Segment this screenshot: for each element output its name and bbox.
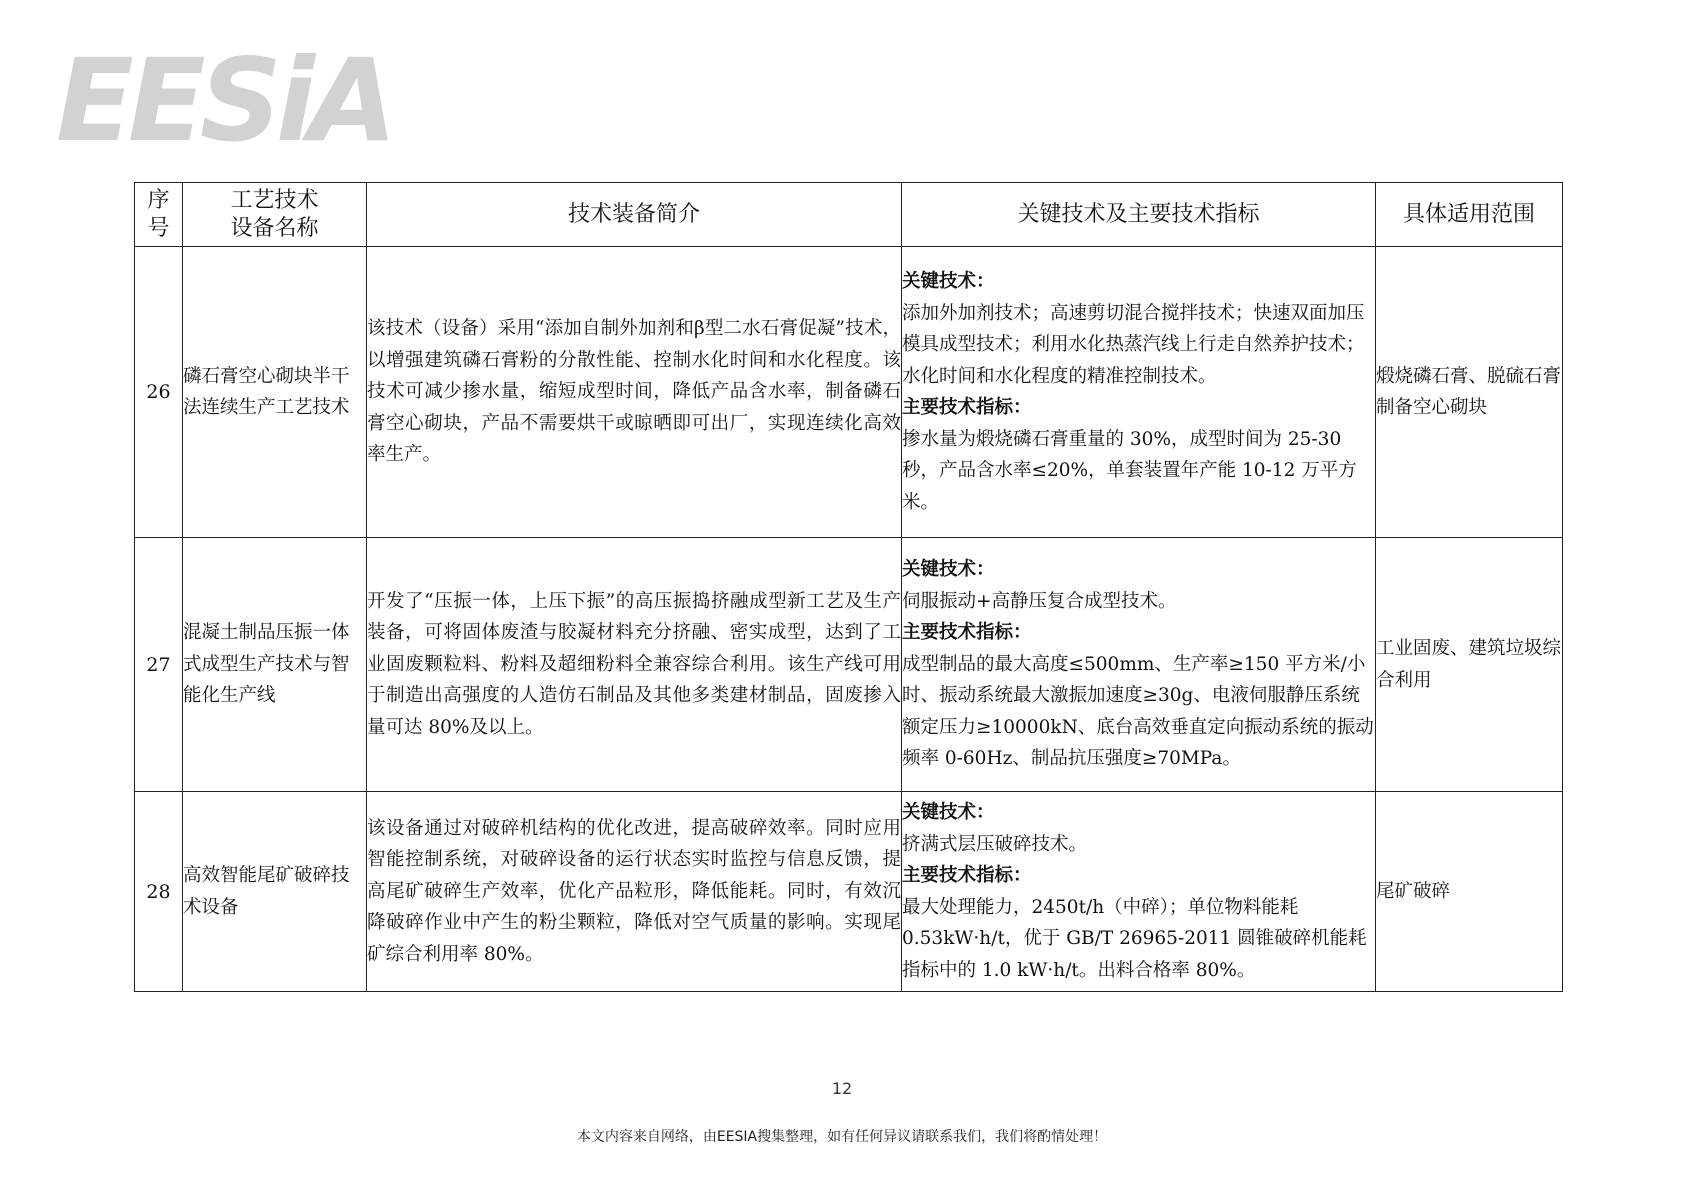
technology-table — [134, 182, 1563, 992]
table-row — [135, 792, 1563, 992]
key-tech-label: 关键技术： — [902, 802, 995, 823]
key-tech-text: 挤满式层压破碎技术。 — [902, 833, 1088, 855]
spec-label: 主要技术指标： — [902, 865, 1032, 886]
row-key-technology — [902, 792, 1376, 992]
header-process-name: 工艺技术 设备名称 — [183, 183, 367, 247]
row-scope: 尾矿破碎 — [1376, 792, 1563, 992]
header-scope: 具体适用范围 — [1376, 183, 1563, 247]
row-process-name: 高效智能尾矿破碎技术设备 — [183, 792, 367, 992]
header-description: 技术装备简介 — [367, 183, 902, 247]
spec-text: 成型制品的最大高度≤500mm、生产率≥150 平方米/小时、振动系统最大激振加速度≥30g、电液伺服静压系统额定压力≥10000kN、底台高效垂直定向振动系统的振动频率 0-60Hz、制品抗压强度≥70MPa。 — [902, 653, 1374, 770]
key-tech-label: 关键技术： — [902, 559, 995, 581]
page-number: 12 — [831, 1079, 853, 1098]
row-process-name: 混凝土制品压振一体式成型生产技术与智能化生产线 — [183, 538, 367, 792]
footer-disclaimer: 本文内容来自网络，由EESIA搜集整理，如有任何异议请联系我们，我们将酌情处理！ — [576, 1129, 1108, 1145]
row-description: 该技术（设备）采用“添加自制外加剂和β型二水石膏促凝”技术，以增强建筑磷石膏粉的分散性能、控制水化时间和水化程度。该技术可减少掺水量，缩短成型时间，降低产品含水率，制备磷石膏空心砌块，产品不需要烘干或晾晒即可出厂，实现连续化高效率生产。 — [367, 247, 902, 538]
spec-label: 主要技术指标： — [902, 397, 1032, 418]
table-row — [135, 538, 1563, 792]
header-key-technology: 关键技术及主要技术指标 — [902, 183, 1376, 247]
row-description: 开发了“压振一体，上压下振”的高压振捣挤融成型新工艺及生产装备，可将固体废渣与胶凝材料充分挤融、密实成型，达到了工业固废颗粒料、粉料及超细粉料全兼容综合利用。该生产线可用于制造出高强度的人造仿石制品及其他多类建材制品，固废掺入量可达 80%及以上。 — [367, 538, 902, 792]
table-row — [135, 247, 1563, 538]
row-description: 该设备通过对破碎机结构的优化改进，提高破碎效率。同时应用智能控制系统，对破碎设备的运行状态实时监控与信息反馈，提高尾矿破碎生产效率，优化产品粒形，降低能耗。同时，有效沉降破碎作业中产生的粉尘颗粒，降低对空气质量的影响。实现尾矿综合利用率 80%。 — [367, 792, 902, 992]
key-tech-text: 伺服振动+高静压复合成型技术。 — [902, 590, 1177, 612]
table-header-row — [135, 183, 1563, 247]
row-scope: 工业固废、建筑垃圾综合利用 — [1376, 538, 1563, 792]
row-number: 27 — [135, 538, 183, 792]
row-process-name: 磷石膏空心砌块半干法连续生产工艺技术 — [183, 247, 367, 538]
spec-text: 掺水量为煅烧磷石膏重量的 30%，成型时间为 25-30 秒，产品含水率≤20%，单套装置年产能 10-12 万平方米。 — [902, 428, 1357, 513]
row-number: 28 — [135, 792, 183, 992]
spec-text: 最大处理能力，2450t/h（中碎）；单位物料能耗 0.53kW·h/t，优于 GB/T 26965-2011 圆锥破碎机能耗指标中的 1.0 kW·h/t。出料合格率 80%。 — [902, 896, 1367, 981]
key-tech-text: 添加外加剂技术；高速剪切混合搅拌技术；快速双面加压模具成型技术；利用水化热蒸汽线上行走自然养护技术；水化时间和水化程度的精准控制技术。 — [902, 302, 1365, 387]
eesia-logo: EESiA — [56, 34, 392, 167]
row-key-technology — [902, 247, 1376, 538]
row-key-technology — [902, 538, 1376, 792]
header-number: 序 号 — [135, 183, 183, 247]
key-tech-label: 关键技术： — [902, 271, 995, 292]
spec-label: 主要技术指标： — [902, 622, 1032, 644]
row-scope: 煅烧磷石膏、脱硫石膏制备空心砌块 — [1376, 247, 1563, 538]
row-number: 26 — [135, 247, 183, 538]
